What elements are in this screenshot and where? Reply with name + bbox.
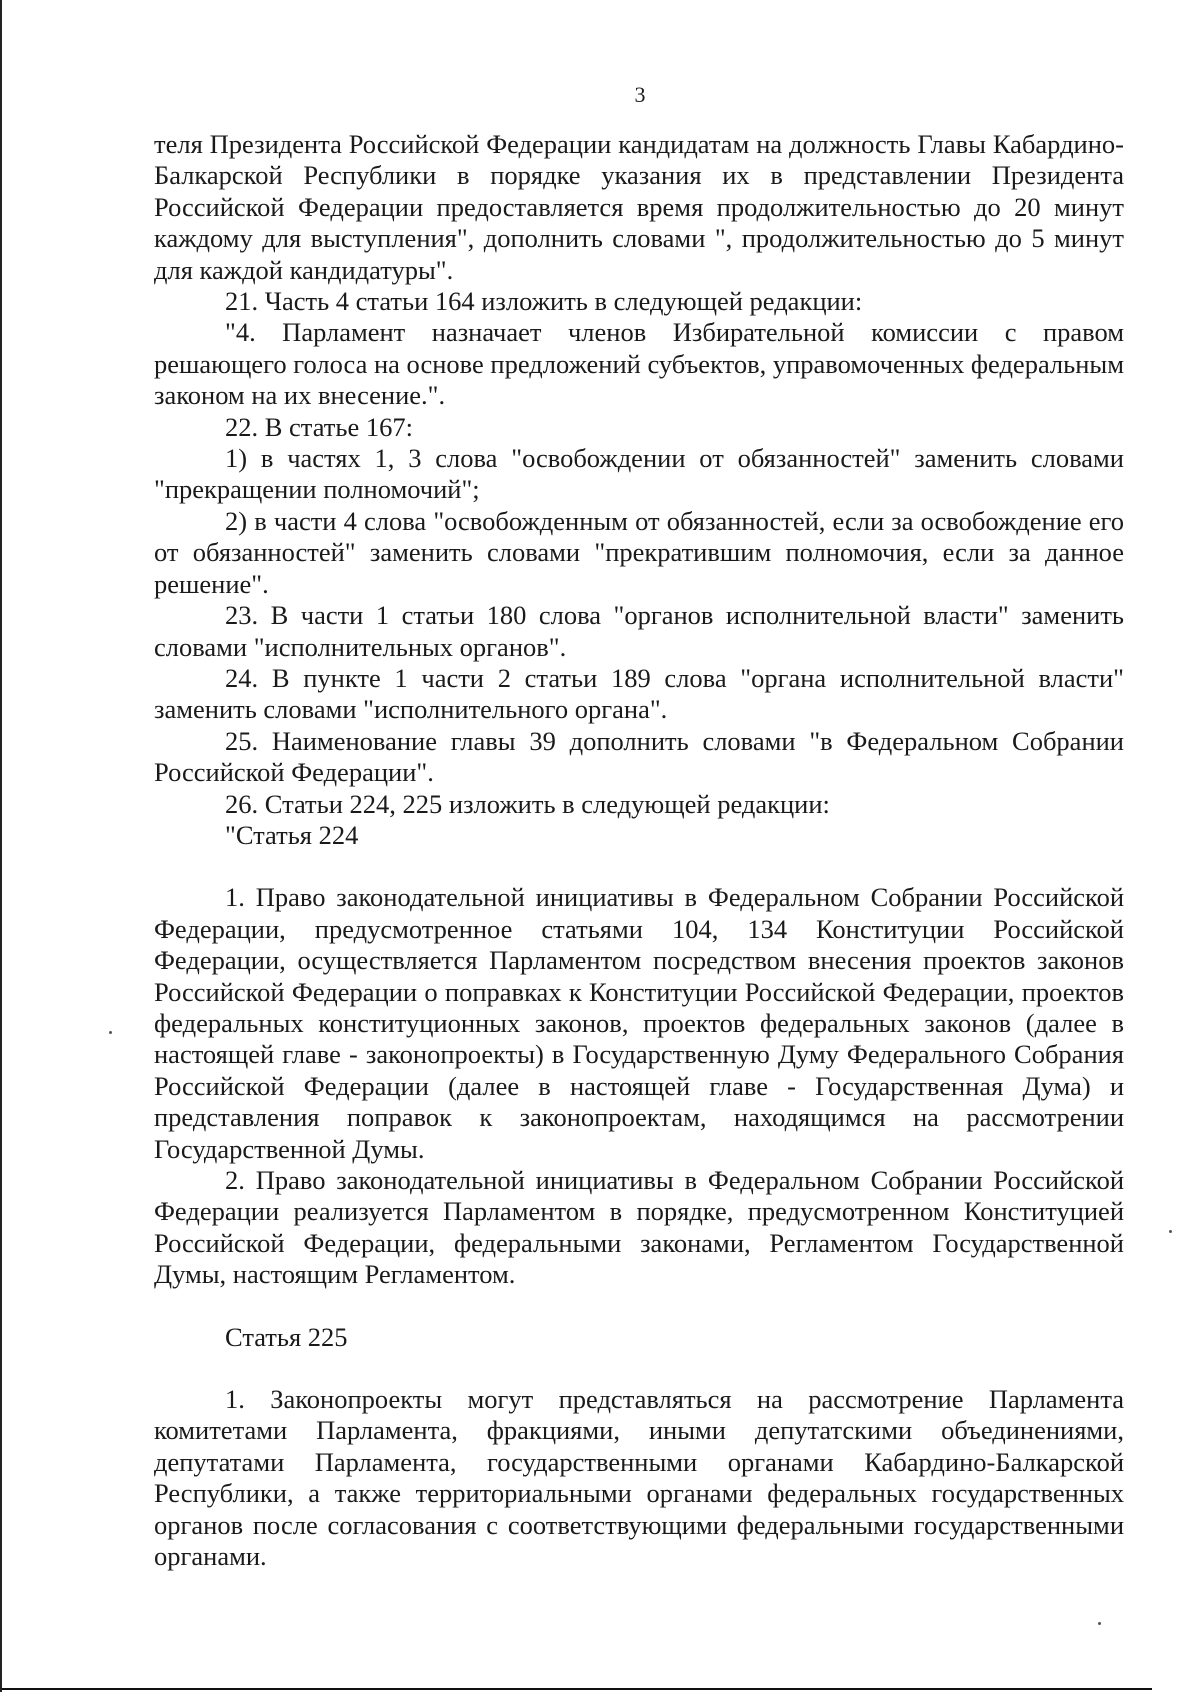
document-body <box>154 129 1124 1572</box>
paragraph-item-26: 26. Статьи 224, 225 изложить в следующей редакции: <box>225 788 830 819</box>
article-224-part-2: 2. Право законодательной инициативы в Федеральном Собрании Российской Федерации реализуется Парламентом в порядке, предусмотренном Конституцией Российской Федерации, федеральными законами, Регламентом Государственной Думы, настоящим Регламентом. <box>154 1165 1124 1290</box>
article-225-part-1: 1. Законопроекты могут представляться на рассмотрение Парламента комитетами Парламента, фракциями, иными депутатскими объединениями, депутатами Парламента, государственными органами Кабардино-Балкарской Республики, а также территориальными органами федеральных государственных органов после согласования с соответствующими федеральными государственными органами. <box>154 1384 1124 1572</box>
article-224-heading: "Статья 224 <box>225 819 359 850</box>
scan-speck <box>1169 1230 1172 1233</box>
scan-speck <box>109 1031 112 1034</box>
article-225-heading: Статья 225 <box>225 1321 348 1352</box>
page-number: 3 <box>634 82 646 107</box>
paragraph-item-22: 22. В статье 167: <box>225 411 413 442</box>
paragraph-item-22-2: 2) в части 4 слова "освобожденным от обязанностей, если за освобождение его от обязанностей" заменить словами "прекратившим полномочия, если за данное решение". <box>154 505 1124 599</box>
paragraph-item-21-text: "4. Парламент назначает членов Избирательной комиссии с правом решающего голоса на основе предложений субъектов, управомоченных федеральным законом на их внесение.". <box>154 317 1124 411</box>
paragraph-item-24: 24. В пункте 1 части 2 статьи 189 слова "органа исполнительной власти" заменить словами "исполнительного органа". <box>154 662 1124 725</box>
article-224-part-1: 1. Право законодательной инициативы в Федеральном Собрании Российской Федерации, предусмотренное статьями 104, 134 Конституции Российской Федерации, осуществляется Парламентом посредством внесения проектов законов Российской Федерации о поправках к Конституции Российской Федерации, проектов федеральных конституционных законов, проектов федеральных законов (далее в настоящей главе - законопроекты) в Государственную Думу Федерального Собрания Российской Федерации (далее в настоящей главе - Государственная Дума) и представления поправок к законопроектам, находящимся на рассмотрении Государственной Думы. <box>154 882 1124 1164</box>
scan-speck <box>1098 1622 1101 1625</box>
paragraph-continuation: теля Президента Российской Федерации кандидатам на должность Главы Кабардино-Балкарской Республики в порядке указания их в представлении Президента Российской Федерации предоставляется время продолжительностью до 20 минут каждому для выступления", дополнить словами ", продолжительностью до 5 минут для каждой кандидатуры". <box>154 129 1124 285</box>
paragraph-item-22-1: 1) в частях 1, 3 слова "освобождении от обязанностей" заменить словами "прекращении полномочий"; <box>154 443 1124 505</box>
scan-edge-line <box>2 1688 1152 1690</box>
paragraph-item-23: 23. В части 1 статьи 180 слова "органов исполнительной власти" заменить словами "исполнительных органов". <box>154 600 1124 662</box>
paragraph-item-21: 21. Часть 4 статьи 164 изложить в следующей редакции: <box>225 286 863 317</box>
paragraph-item-25: 25. Наименование главы 39 дополнить словами "в Федеральном Собрании Российской Федерации". <box>154 725 1124 788</box>
